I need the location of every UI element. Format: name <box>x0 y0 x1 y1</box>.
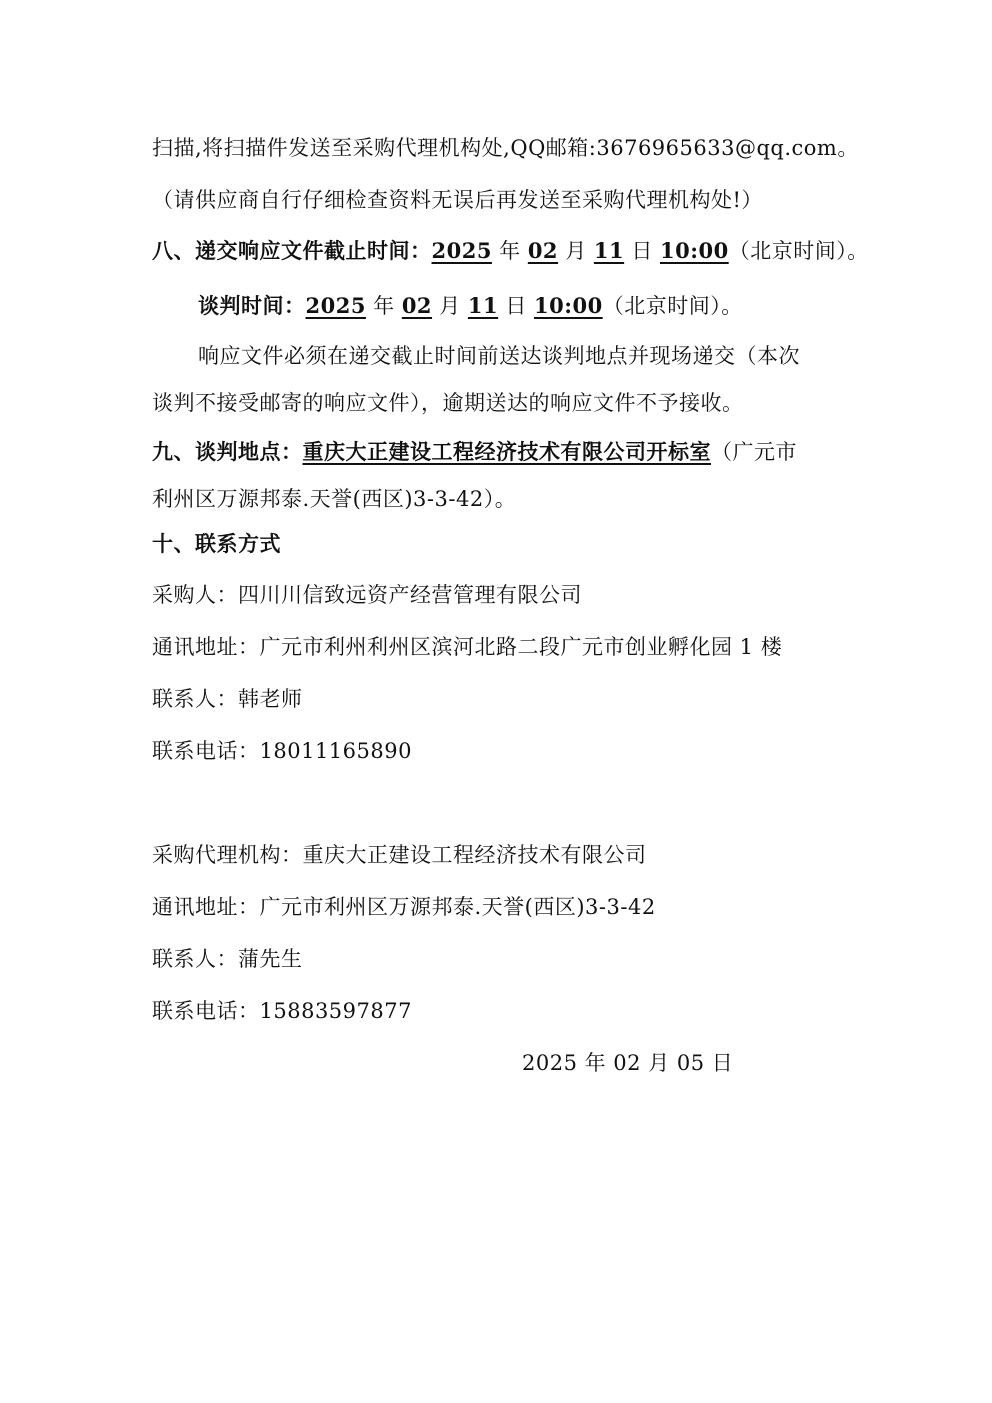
purchaser-contact: 联系人：韩老师 <box>152 687 303 711</box>
deadline-year: 2025 <box>431 238 492 263</box>
submission-note-line-1: 响应文件必须在递交截止时间前送达谈判地点并现场递交（本次 <box>198 344 800 368</box>
negotiation-clock: 10:00 <box>534 293 603 318</box>
submission-note-line-2: 谈判不接受邮寄的响应文件），逾期送达的响应文件不予接收。 <box>152 391 744 415</box>
negotiation-time <box>198 291 743 321</box>
deadline-year-unit: 年 <box>491 239 528 263</box>
document-date: 2025 年 02 月 05 日 <box>522 1051 734 1075</box>
deadline-month-unit: 月 <box>558 239 594 263</box>
negotiation-year: 2025 <box>305 293 366 318</box>
place-address-line-2: 利州区万源邦泰.天誉(西区)3-3-42）。 <box>152 487 517 511</box>
agency: 采购代理机构：重庆大正建设工程经济技术有限公司 <box>152 843 647 867</box>
section-8-deadline <box>152 236 869 266</box>
negotiation-month-unit: 月 <box>432 294 468 318</box>
deadline-time: 10:00 <box>660 238 729 263</box>
email-note-line-1: 扫描,将扫描件发送至采购代理机构处,QQ邮箱:3676965633@qq.com。 <box>152 136 859 160</box>
deadline-day-unit: 日 <box>624 239 660 263</box>
deadline-day: 11 <box>593 238 625 263</box>
negotiation-day: 11 <box>467 293 499 318</box>
purchaser-phone: 联系电话：18011165890 <box>152 739 412 763</box>
section-9-heading: 九、谈判地点： <box>152 439 303 464</box>
negotiation-place: 重庆大正建设工程经济技术有限公司开标室 <box>302 439 711 464</box>
section-8-heading: 八、递交响应文件截止时间： <box>152 238 432 263</box>
negotiation-month: 02 <box>401 293 433 318</box>
agency-phone: 联系电话：15883597877 <box>152 999 412 1023</box>
agency-contact: 联系人：蒲先生 <box>152 947 303 971</box>
place-address-start: （广元市 <box>711 440 797 464</box>
purchaser: 采购人：四川川信致远资产经营管理有限公司 <box>152 583 582 607</box>
negotiation-time-label: 谈判时间： <box>198 293 306 318</box>
agency-address: 通讯地址：广元市利州区万源邦泰.天誉(西区)3-3-42 <box>152 895 656 919</box>
negotiation-timezone: （北京时间）。 <box>602 294 743 318</box>
purchaser-address: 通讯地址：广元市利州利州区滨河北路二段广元市创业孵化园 1 楼 <box>152 635 783 659</box>
section-10-heading: 十、联系方式 <box>152 531 281 556</box>
negotiation-year-unit: 年 <box>365 294 402 318</box>
email-note-line-2: （请供应商自行仔细检查资料无误后再发送至采购代理机构处!） <box>152 188 763 212</box>
negotiation-day-unit: 日 <box>498 294 534 318</box>
section-9-location <box>152 437 797 467</box>
deadline-timezone: （北京时间）。 <box>728 239 869 263</box>
deadline-month: 02 <box>527 238 559 263</box>
